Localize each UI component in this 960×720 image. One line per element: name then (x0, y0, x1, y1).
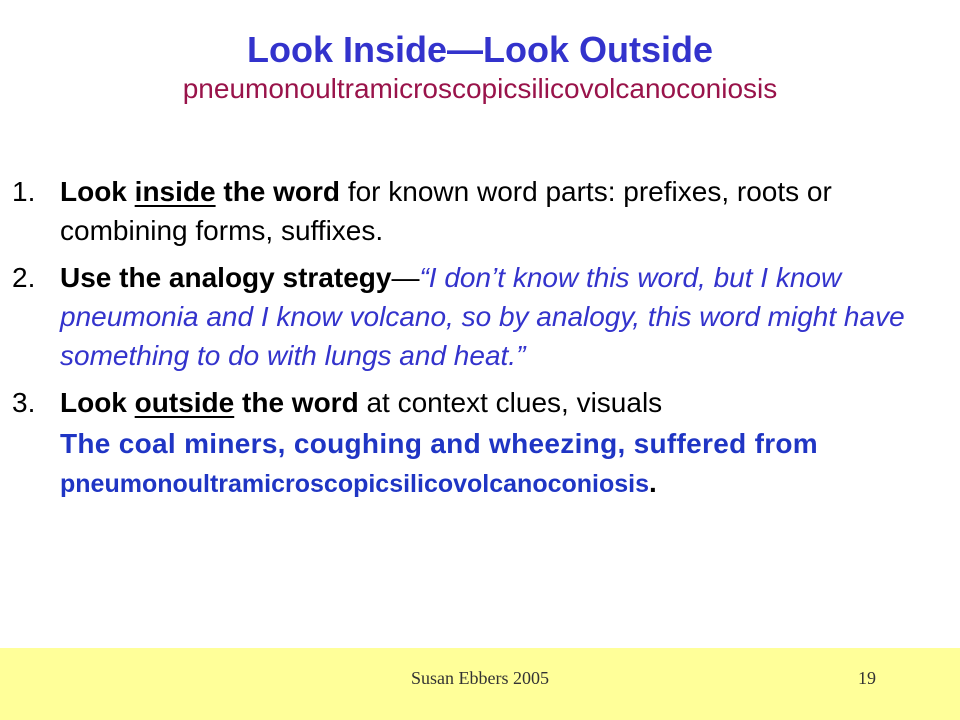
slide-title: Look Inside—Look Outside (246, 29, 714, 70)
slide-title-block (0, 28, 960, 106)
item-bold-suffix: the word (215, 176, 341, 207)
item-underlined-word: outside (134, 387, 235, 418)
example-term: pneumonoultramicroscopicsilicovolcanoconiosis (60, 470, 650, 498)
item-content (60, 172, 942, 250)
item-bold-prefix: Look (60, 176, 135, 207)
example-sentence (60, 424, 942, 504)
footer (0, 648, 960, 720)
item-dash: — (391, 262, 420, 293)
footer-author: Susan Ebbers 2005 (411, 668, 549, 688)
slide-subtitle: pneumonoultramicroscopicsilicovolcanoconiosis (182, 73, 778, 104)
list-item (12, 258, 942, 375)
item-number: 2. (12, 262, 36, 293)
item-bold: Use the analogy strategy (60, 262, 392, 293)
item-number: 1. (12, 176, 36, 207)
item-text: for known word parts: prefixes, roots or combining forms, suffixes. (60, 176, 832, 246)
list-item (12, 383, 942, 504)
item-text: at context clues, visuals (358, 387, 663, 418)
item-bold-prefix: Look (60, 387, 135, 418)
page-number: 19 (858, 668, 876, 688)
example-lead: The coal miners, coughing and wheezing, suffered from (60, 428, 818, 459)
item-content (60, 258, 942, 375)
item-content (60, 383, 942, 504)
example-period: . (649, 467, 658, 498)
strategy-list (12, 172, 942, 512)
item-number: 3. (12, 387, 36, 418)
item-underlined-word: inside (134, 176, 216, 207)
item-bold-suffix: the word (234, 387, 359, 418)
item-quote: “I don’t know this word, but I know pneumonia and I know volcano, so by analogy, this word might have something to do with lungs and heat.” (60, 262, 905, 371)
list-item (12, 172, 942, 250)
